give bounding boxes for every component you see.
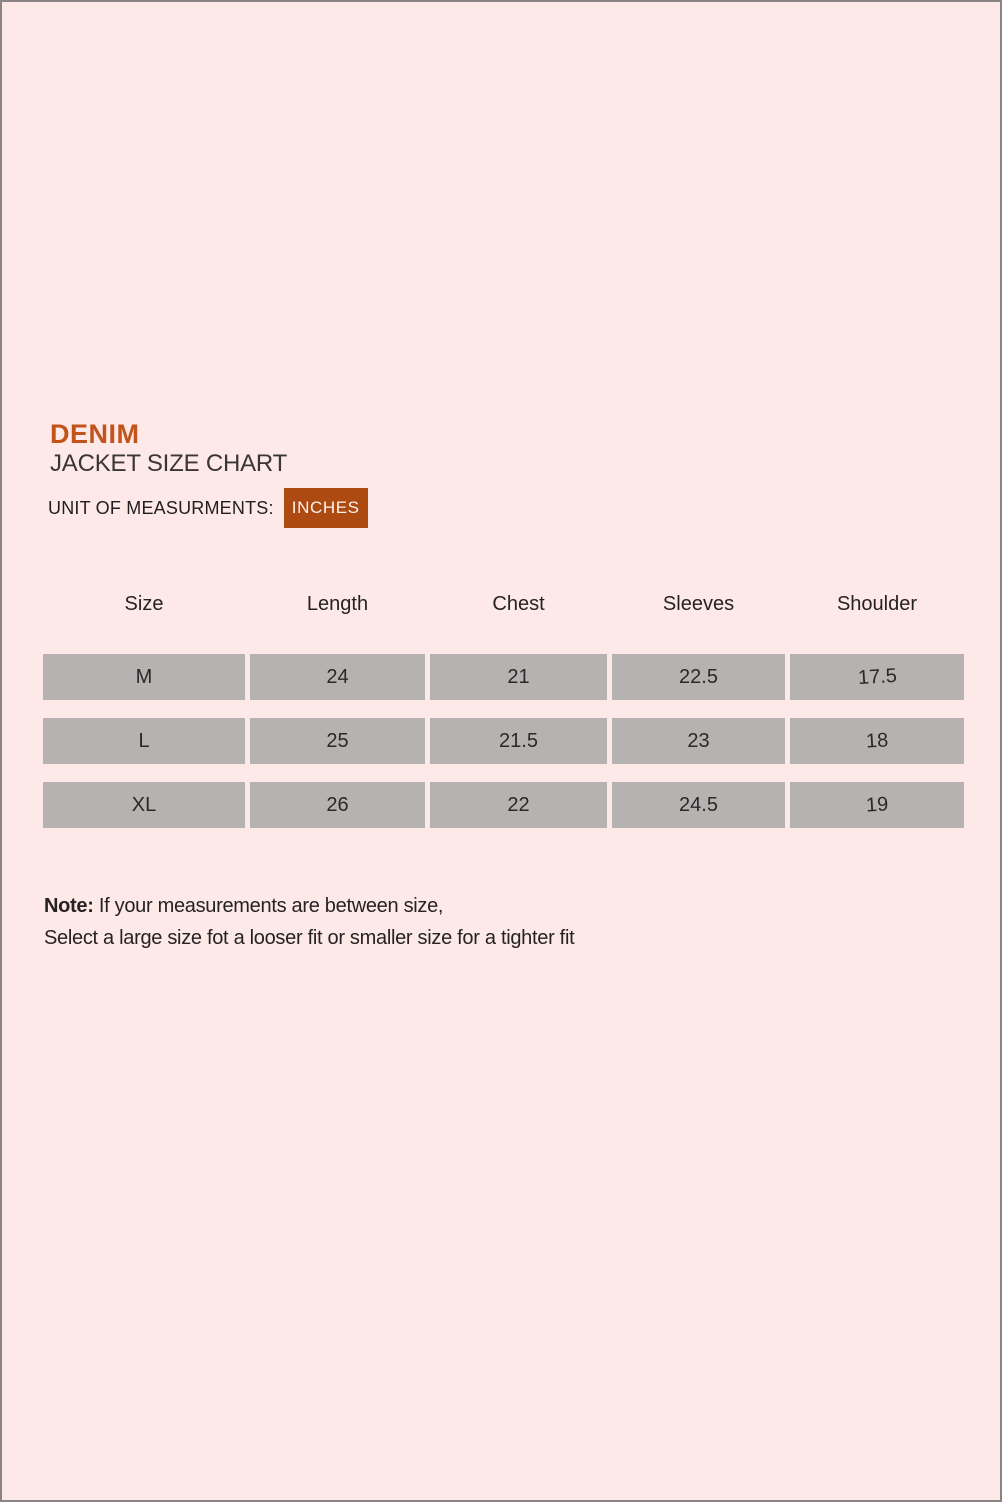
cell-m-sleeves: 22.5 [612,654,785,700]
column-header-length: Length [306,592,369,615]
cell-value: 18 [865,728,889,753]
table-row-l [43,718,964,764]
unit-of-measurement-row [48,488,368,528]
cell-xl-size: XL [43,782,245,828]
column-header-sleeves: Sleeves [662,592,735,615]
note-line-2: Select a large size fot a looser fit or smaller size for a tighter fit [44,927,575,949]
cell-l-size: L [43,718,245,764]
cell-xl-chest: 22 [430,782,607,828]
size-table [43,590,964,828]
cell-xl-sleeves: 24.5 [612,782,785,828]
column-header-size: Size [124,592,164,615]
column-header-shoulder: Shoulder [836,592,918,615]
cell-l-chest: 21.5 [430,718,607,764]
cell-value: 17.5 [856,664,898,689]
note-block [44,890,944,954]
note-text: If your measurements are between size, [93,895,444,917]
cell-m-chest: 21 [430,654,607,700]
page-title: JACKET SIZE CHART [50,450,288,477]
cell-xl-shoulder [790,782,964,828]
unit-label: UNIT OF MEASURMENTS: [48,497,274,518]
cell-m-length: 24 [250,654,425,700]
note-line-1 [44,890,944,922]
unit-value-badge: INCHES [284,488,368,528]
table-row-xl [43,782,964,828]
table-header-row [43,590,964,618]
cell-l-sleeves: 23 [612,718,785,764]
note-label: Note: [44,895,94,917]
cell-l-shoulder [790,718,964,764]
cell-value: 19 [865,792,889,817]
cell-m-shoulder [790,654,964,700]
cell-m-size: M [43,654,245,700]
column-header-chest: Chest [492,592,545,615]
cell-xl-length: 26 [250,782,425,828]
table-row-m [43,654,964,700]
brand-title: DENIM [50,419,140,449]
cell-l-length: 25 [250,718,425,764]
